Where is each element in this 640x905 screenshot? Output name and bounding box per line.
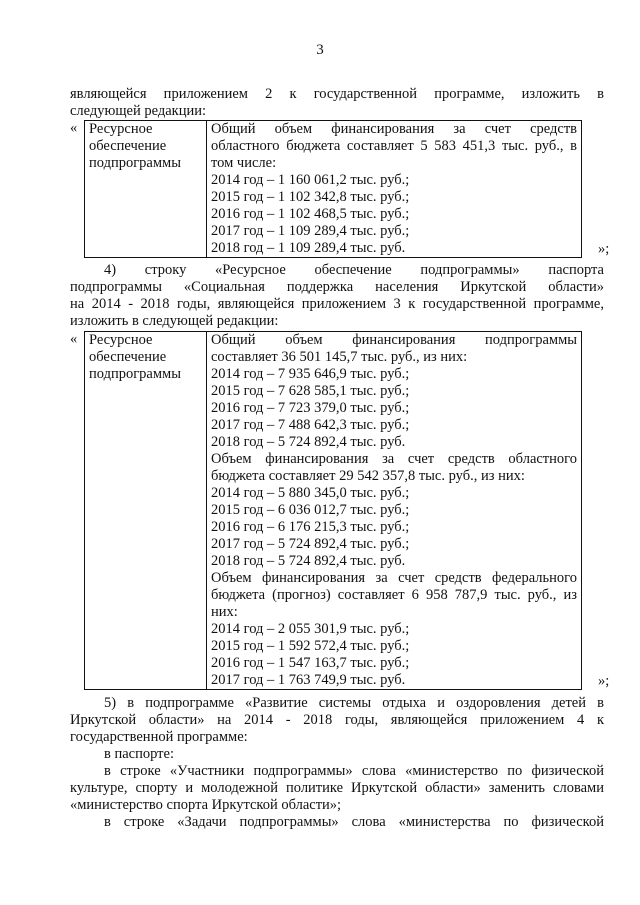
intro-paragraph: [70, 86, 604, 120]
label-line: обеспечение: [89, 138, 167, 154]
content-line: Объем финансирования за счет средств федерального: [211, 570, 577, 586]
content-line: 2018 год – 5 724 892,4 тыс. руб.: [211, 553, 406, 569]
content-line: 2017 год – 1 109 289,4 тыс. руб.;: [211, 223, 410, 239]
content-line: Общий объем финансирования за счет средств: [211, 121, 577, 137]
label-line: Ресурсное: [89, 121, 153, 137]
content-line: 2014 год – 1 160 061,2 тыс. руб.;: [211, 172, 410, 188]
para4-line: подпрограммы «Социальная поддержка населения Иркутской области»: [70, 279, 604, 295]
row-label: [85, 121, 207, 258]
para4-line: 4) строку «Ресурсное обеспечение подпрограммы» паспорта: [104, 262, 604, 278]
passport-line: в паспорте:: [104, 746, 174, 762]
resource-table: [84, 331, 582, 690]
content-line: 2018 год – 1 109 289,4 тыс. руб.: [211, 240, 406, 256]
content-line: бюджета составляет 29 542 357,8 тыс. руб., из них:: [211, 468, 525, 484]
content-line: 2016 год – 1 102 468,5 тыс. руб.;: [211, 206, 410, 222]
close-quote: »;: [598, 241, 610, 257]
participants-paragraph: [70, 763, 604, 814]
content-line: 2014 год – 5 880 345,0 тыс. руб.;: [211, 485, 410, 501]
participants-line: культуре, спорту и молодежной политике Иркутской области» заменить словами: [70, 780, 604, 796]
label-line: Ресурсное: [89, 332, 153, 348]
passport-paragraph: [70, 746, 604, 763]
content-line: 2017 год – 7 488 642,3 тыс. руб.;: [211, 417, 410, 433]
participants-line: в строке «Участники подпрограммы» слова «министерство по физической: [104, 763, 604, 779]
content-line: 2015 год – 1 102 342,8 тыс. руб.;: [211, 189, 410, 205]
content-line: 2016 год – 6 176 215,3 тыс. руб.;: [211, 519, 410, 535]
para5-line: государственной программе:: [70, 729, 248, 745]
content-line: 2014 год – 2 055 301,9 тыс. руб.;: [211, 621, 410, 637]
para5-line: Иркутской области» на 2014 - 2018 годы, являющейся приложением 4 к: [70, 712, 604, 728]
label-line: обеспечение: [89, 349, 167, 365]
row-content: [207, 121, 582, 258]
intro-line: следующей редакции:: [70, 103, 207, 119]
close-quote: »;: [598, 673, 610, 689]
row-content: [207, 332, 582, 690]
content-line: 2017 год – 5 724 892,4 тыс. руб.;: [211, 536, 410, 552]
content-line: 2016 год – 1 547 163,7 тыс. руб.;: [211, 655, 410, 671]
content-line: 2014 год – 7 935 646,9 тыс. руб.;: [211, 366, 410, 382]
content-line: 2015 год – 6 036 012,7 тыс. руб.;: [211, 502, 410, 518]
content-line: Общий объем финансирования подпрограммы: [211, 332, 577, 348]
open-quote: «: [70, 120, 78, 136]
para5-line: 5) в подпрограмме «Развитие системы отдыха и оздоровления детей в: [104, 695, 604, 711]
resource-table: [84, 120, 582, 258]
paragraph-4: [70, 262, 604, 330]
content-line: них:: [211, 604, 238, 620]
open-quote: «: [70, 331, 78, 347]
para4-line: на 2014 - 2018 годы, являющейся приложением 3 к государственной программе,: [70, 296, 604, 312]
intro-line: являющейся приложением 2 к государственной программе, изложить в: [70, 86, 604, 102]
content-line: 2018 год – 5 724 892,4 тыс. руб.: [211, 434, 406, 450]
content-line: том числе:: [211, 155, 277, 171]
content-line: составляет 36 501 145,7 тыс. руб., из них:: [211, 349, 468, 365]
content-line: областного бюджета составляет 5 583 451,3 тыс. руб., в: [211, 138, 577, 154]
content-line: 2015 год – 1 592 572,4 тыс. руб.;: [211, 638, 410, 654]
tasks-line: в строке «Задачи подпрограммы» слова «министерства по физической: [104, 814, 604, 830]
label-line: подпрограммы: [89, 366, 181, 382]
content-line: 2016 год – 7 723 379,0 тыс. руб.;: [211, 400, 410, 416]
content-line: бюджета (прогноз) составляет 6 958 787,9 тыс. руб., из: [211, 587, 577, 603]
tasks-paragraph: [70, 814, 604, 831]
page-number: 3: [316, 42, 324, 58]
content-line: Объем финансирования за счет средств областного: [211, 451, 577, 467]
paragraph-5: [70, 695, 604, 746]
para4-line: изложить в следующей редакции:: [70, 313, 279, 329]
content-line: 2017 год – 1 763 749,9 тыс. руб.: [211, 672, 406, 688]
row-label: [85, 332, 207, 690]
participants-line: «министерство спорта Иркутской области»;: [70, 797, 342, 813]
content-line: 2015 год – 7 628 585,1 тыс. руб.;: [211, 383, 410, 399]
label-line: подпрограммы: [89, 155, 181, 171]
